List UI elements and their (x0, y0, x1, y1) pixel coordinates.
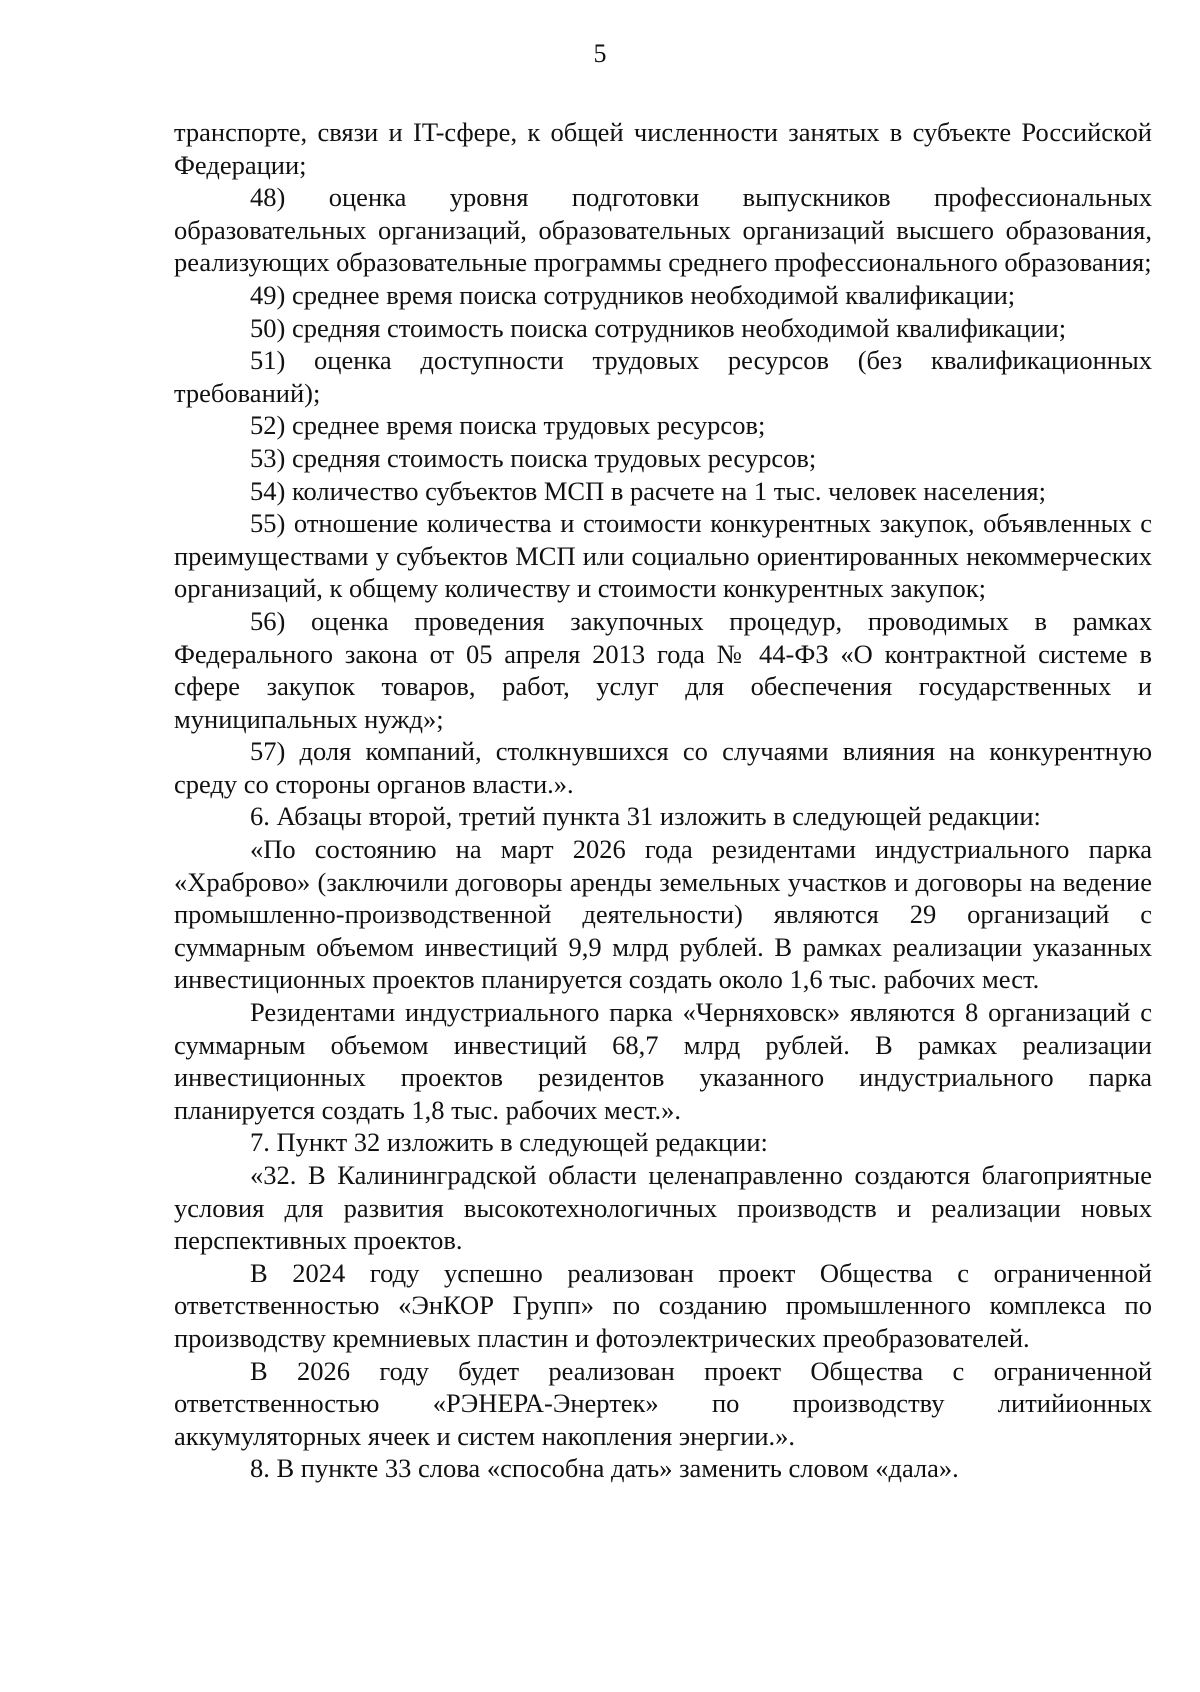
paragraph-section-8: 8. В пункте 33 слова «способна дать» заменить словом «дала». (250, 1453, 959, 1484)
paragraph-item-49: 49) среднее время поиска сотрудников необходимой квалификации; (250, 279, 1016, 310)
paragraph-item-54: 54) количество субъектов МСП в расчете на 1 тыс. человек населения; (250, 475, 1046, 506)
page-number: 5 (593, 39, 607, 68)
paragraph-item-48: 48) оценка уровня подготовки выпускников профессиональных образовательных организаций, образовательных организаций высшего образования, реализующих образовательные программы среднего профессионального образования; (174, 182, 1152, 278)
paragraph-item-56: 56) оценка проведения закупочных процедур, проводимых в рамках Федерального закона от 05 апреля 2013 года № 44-ФЗ «О контрактной системе в сфере закупок товаров, работ, услуг для обеспечения государственных и муниципальных нужд»; (174, 605, 1152, 734)
paragraph-item-57: 57) доля компаний, столкнувшихся со случаями влияния на конкурентную среду со стороны органов власти.». (174, 736, 1152, 799)
paragraph-renera: В 2026 году будет реализован проект Общества с ограниченной ответственностью «РЭНЕРА-Энертек» по производству литийионных аккумуляторных ячеек и систем накопления энергии.». (174, 1355, 1152, 1451)
paragraph-khrabrovo: «По состоянию на март 2026 года резидентами индустриального парка «Храброво» (заключили договоры аренды земельных участков и договоры на ведение промышленно-производственной деятельности) являются 29 организаций с суммарным объемом инвестиций 9,9 млрд рублей. В рамках реализации указанных инвестиционных проектов планируется создать около 1,6 тыс. рабочих мест. (174, 834, 1152, 995)
paragraph-section-7: 7. Пункт 32 изложить в следующей редакции: (250, 1127, 768, 1158)
paragraph-item-32: «32. В Калининградской области целенаправленно создаются благоприятные условия для развития высокотехнологичных производств и реализации новых перспективных проектов. (174, 1160, 1152, 1256)
paragraph-continuation: транспорте, связи и IT-сфере, к общей численности занятых в субъекте Российской Федерации; (174, 117, 1152, 180)
paragraph-item-50: 50) средняя стоимость поиска сотрудников необходимой квалификации; (250, 312, 1067, 343)
paragraph-enkor: В 2024 году успешно реализован проект Общества с ограниченной ответственностью «ЭнКОР Групп» по созданию промышленного комплекса по производству кремниевых пластин и фотоэлектрических преобразователей. (174, 1257, 1152, 1353)
document-body (174, 116, 1152, 1485)
paragraph-section-6: 6. Абзацы второй, третий пункта 31 изложить в следующей редакции: (250, 801, 1041, 832)
paragraph-item-55: 55) отношение количества и стоимости конкурентных закупок, объявленных с преимуществами у субъектов МСП или социально ориентированных некоммерческих организаций, к общему количеству и стоимости конкурентных закупок; (174, 508, 1152, 604)
paragraph-item-52: 52) среднее время поиска трудовых ресурсов; (250, 410, 766, 441)
paragraph-item-53: 53) средняя стоимость поиска трудовых ресурсов; (250, 442, 817, 473)
paragraph-item-51: 51) оценка доступности трудовых ресурсов (без квалификационных требований); (174, 345, 1152, 408)
paragraph-chernyakhovsk: Резидентами индустриального парка «Черняховск» являются 8 организаций с суммарным объемом инвестиций 68,7 млрд рублей. В рамках реализации инвестиционных проектов резидентов указанного индустриального парка планируется создать 1,8 тыс. рабочих мест.». (174, 997, 1152, 1125)
